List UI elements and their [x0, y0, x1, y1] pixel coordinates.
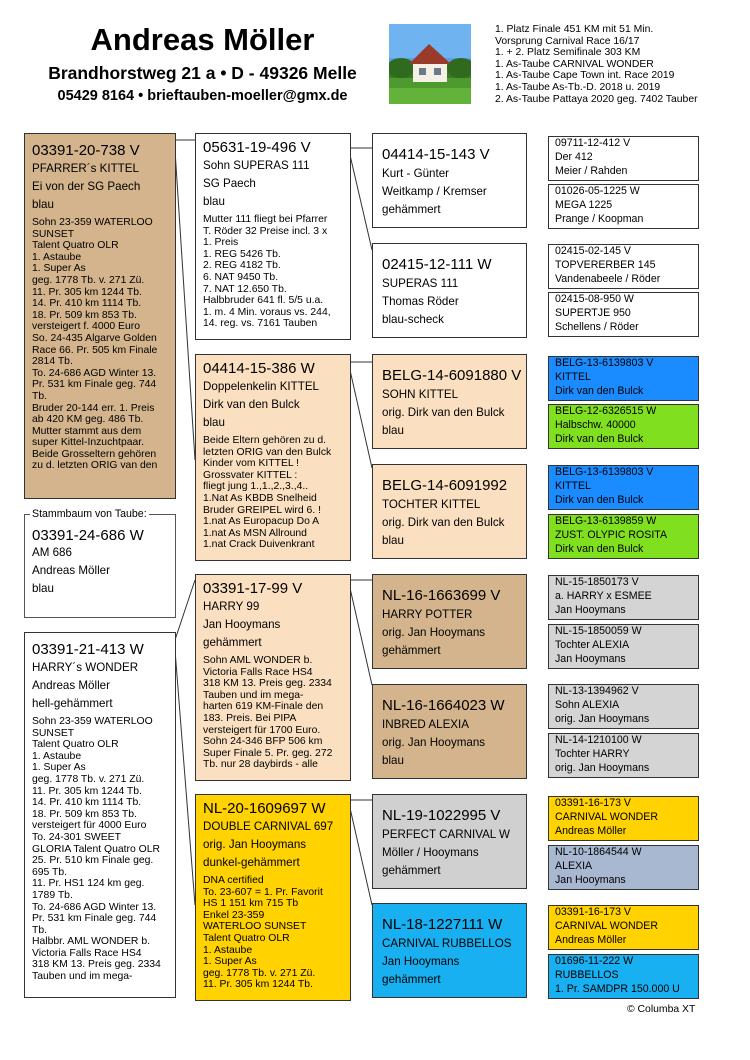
ring-number: NL-20-1609697 W — [203, 800, 326, 817]
grandparent-card[interactable] — [195, 794, 351, 1001]
pigeon-color: gehämmert — [382, 644, 441, 657]
great-grandparent-card[interactable] — [372, 684, 527, 779]
ring-number: BELG-12-6326515 W — [555, 405, 657, 417]
pigeon-name: SUPERAS 111 — [382, 277, 459, 290]
ring-number: 03391-20-738 V — [32, 142, 140, 159]
ring-number: 05631-19-496 V — [203, 139, 311, 156]
ancestor-card[interactable] — [548, 292, 699, 337]
pigeon-color: gehämmert — [203, 636, 262, 649]
ring-number: NL-18-1227111 W — [382, 916, 503, 933]
pigeon-owner: Ei von der SG Paech — [32, 180, 141, 193]
pigeon-owner: Andreas Möller — [555, 825, 627, 837]
pigeon-name: CARNIVAL WONDER — [555, 811, 659, 823]
achievement-item: Vorsprung Carnival Race 16/17 — [495, 35, 640, 47]
pigeon-owner: Meier / Rahden — [555, 165, 628, 177]
pigeon-name: Sohn SUPERAS 111 — [203, 159, 310, 172]
pigeon-color: dunkel-gehämmert — [203, 856, 300, 869]
great-grandparent-card[interactable] — [372, 243, 527, 338]
pigeon-owner: Vandenabeele / Röder — [555, 273, 661, 285]
great-grandparent-card[interactable] — [372, 464, 527, 559]
pigeon-owner: Dirk van den Bulck — [555, 494, 644, 506]
pigeon-name: KITTEL — [555, 480, 591, 492]
breeder-contact: 05429 8164 • brieftauben-moeller@gmx.de — [57, 88, 348, 104]
ring-number: 02415-02-145 V — [555, 245, 631, 257]
pigeon-owner: Dirk van den Bulck — [555, 385, 644, 397]
grandparent-card[interactable] — [195, 354, 351, 561]
pigeon-description: Mutter 111 fliegt bei Pfarrer T. Röder 32 Preise incl. 3 x 1. Preis 1. REG 5426 Tb. 2. REG 4182 Tb. 6. NAT 9450 Tb. 7. NAT 12.650 Tb. Halbbruder 641 fl. 5/5 u.a. 1. m. 4 Min. voraus vs. 244, 14. reg. vs. 7161 Tauben — [203, 214, 331, 330]
pigeon-description: Sohn 23-359 WATERLOO SUNSET Talent Quatro OLR 1. Astaube 1. Super As geg. 1778 Tb. v. 271 Zü. 11. Pr. 305 km 1244 Tb. 14. Pr. 410 km 1114 Tb. 18. Pr. 509 km 853 Tb. versteigert für 4000 Euro To. 24-301 SWEET GLORIA Talent Quatro OLR 25. Pr. 510 km Finale geg. 695 Tb. 11. Pr. HS1 124 km geg. 1789 Tb. To. 24-686 AGD Winter 13. Pr. 531 km Finale geg. 744 Tb. Halbbr. AML WONDER b. Victoria Falls Race HS4 318 KM 13. Preis geg. 2334 Tauben und im mega- — [32, 716, 161, 983]
pigeon-owner: Dirk van den Bulck — [555, 433, 644, 445]
pigeon-color: gehämmert — [382, 973, 441, 986]
pigeon-owner: orig. Jan Hooymans — [555, 713, 650, 725]
achievement-item: 1. As-Taube As-Tb.-D. 2018 u. 2019 — [495, 81, 661, 93]
pigeon-name: ZUST. OLYPIC ROSITA — [555, 529, 668, 541]
pigeon-name: SOHN KITTEL — [382, 388, 459, 401]
ring-number: BELG-13-6139803 V — [555, 466, 654, 478]
pigeon-name: AM 686 — [32, 546, 72, 559]
ring-number: NL-10-1864544 W — [555, 846, 642, 858]
pigeon-name: Halbschw. 40000 — [555, 419, 636, 431]
ring-number: NL-16-1664023 W — [382, 697, 505, 714]
pigeon-name: CARNIVAL WONDER — [555, 920, 659, 932]
pigeon-owner: SG Paech — [203, 177, 256, 190]
pigeon-owner: orig. Jan Hooymans — [555, 762, 650, 774]
pigeon-color: blau — [203, 416, 225, 429]
ring-number: BELG-13-6139859 W — [555, 515, 657, 527]
breeder-name: Andreas Möller — [90, 22, 315, 57]
pigeon-color: blau — [382, 754, 404, 767]
ring-number: NL-19-1022995 V — [382, 807, 501, 824]
pigeon-owner: orig. Jan Hooymans — [382, 736, 486, 749]
ancestor-card[interactable] — [548, 404, 699, 449]
pigeon-name: PERFECT CARNIVAL W — [382, 828, 510, 841]
pigeon-owner: Andreas Möller — [32, 564, 110, 577]
achievement-item: 1. + 2. Platz Semifinale 303 KM — [495, 47, 641, 59]
pigeon-name: HARRY´s WONDER — [32, 661, 139, 674]
ring-number: BELG-14-6091880 V — [382, 367, 522, 384]
pigeon-color: gehämmert — [382, 203, 441, 216]
pigeon-name: a. HARRY x ESMEE — [555, 590, 652, 602]
great-grandparent-card[interactable] — [372, 354, 527, 449]
pigeon-owner: Jan Hooymans — [555, 604, 626, 616]
great-grandparent-card[interactable] — [372, 794, 527, 889]
pigeon-owner: Weitkamp / Kremser — [382, 185, 487, 198]
ring-number: 03391-16-173 V — [555, 797, 631, 809]
ring-number: NL-13-1394962 V — [555, 685, 639, 697]
pigeon-name: INBRED ALEXIA — [382, 718, 469, 731]
ancestor-card[interactable] — [548, 575, 699, 620]
ancestor-card[interactable] — [548, 514, 699, 559]
great-grandparent-card[interactable] — [372, 133, 527, 228]
ring-number: 02415-08-950 W — [555, 293, 634, 305]
pigeon-name: Doppelenkelin KITTEL — [203, 380, 319, 393]
pigeon-color: gehämmert — [382, 864, 441, 877]
pigeon-name: CARNIVAL RUBBELLOS — [382, 937, 512, 950]
pigeon-owner: orig. Jan Hooymans — [203, 838, 307, 851]
achievement-item: 1. Platz Finale 451 KM mit 51 Min. — [495, 24, 654, 35]
ring-number: NL-15-1850173 V — [555, 576, 639, 588]
pigeon-owner: Schellens / Röder — [555, 321, 639, 333]
pigeon-name: DOUBLE CARNIVAL 697 — [203, 820, 334, 833]
copyright-footer: © Columba XT — [627, 1004, 696, 1015]
ancestor-card[interactable] — [548, 136, 699, 181]
pigeon-name: MEGA 1225 — [555, 199, 613, 211]
pigeon-owner: Dirk van den Bulck — [555, 543, 644, 555]
stammbaum-label: Stammbaum von Taube: — [32, 508, 147, 520]
pigeon-name: TOPVERERBER 145 — [555, 259, 656, 271]
pigeon-owner: orig. Dirk van den Bulck — [382, 516, 505, 529]
ring-number: NL-15-1850059 W — [555, 625, 642, 637]
ancestor-card[interactable] — [548, 733, 699, 778]
pigeon-owner: orig. Dirk van den Bulck — [382, 406, 505, 419]
great-grandparent-card[interactable] — [372, 574, 527, 669]
pigeon-description: Sohn 23-359 WATERLOO SUNSET Talent Quatro OLR 1. Astaube 1. Super As geg. 1778 Tb. v. 271 Zü. 11. Pr. 305 km 1244 Tb. 14. Pr. 410 km 1114 Tb. 18. Pr. 509 km 853 Tb. versteigert f. 4000 Euro So. 24-435 Algarve Golden Race 66. Pr. 505 km Finale 2814 Tb. To. 24-686 AGD Winter 13. Pr. 531 km Finale geg. 744 Tb. Bruder 20-144 err. 1. Preis ab 420 KM geg. 486 Tb. Mutter stammt aus dem super Kittel-Inzuchtpaar. Beide Grosseltern gehören zu d. letzten ORIG van den — [32, 217, 158, 472]
ancestor-card[interactable] — [548, 954, 699, 999]
pigeon-name: ALEXIA — [555, 860, 593, 872]
pigeon-name: Kurt - Günter — [382, 167, 450, 180]
pigeon-color: blau — [382, 534, 404, 547]
pigeon-owner: Thomas Röder — [382, 295, 459, 308]
father-card[interactable] — [24, 133, 176, 499]
ancestor-card[interactable] — [548, 905, 699, 950]
ring-number: 03391-24-686 W — [32, 527, 144, 544]
grandparent-card[interactable] — [195, 133, 351, 340]
pigeon-color: blau — [32, 198, 54, 211]
achievement-item: 2. As-Taube Pattaya 2020 geg. 7402 Tauber — [495, 93, 698, 105]
subject-frame — [24, 514, 176, 618]
ancestor-card[interactable] — [548, 624, 699, 669]
pigeon-owner: Dirk van den Bulck — [203, 398, 300, 411]
pigeon-owner: Andreas Möller — [555, 934, 627, 946]
ancestor-card[interactable] — [548, 845, 699, 890]
pigeon-color: blau — [382, 424, 404, 437]
ancestor-card[interactable] — [548, 244, 699, 289]
pigeon-owner: Jan Hooymans — [382, 955, 460, 968]
ring-number: BELG-13-6139803 V — [555, 357, 654, 369]
pigeon-color: hell-gehämmert — [32, 697, 113, 710]
ancestor-card[interactable] — [548, 184, 699, 229]
ring-number: 04414-15-143 V — [382, 146, 490, 163]
ring-number: 01026-05-1225 W — [555, 185, 640, 197]
pigeon-name: RUBBELLOS — [555, 969, 619, 981]
pigeon-name: KITTEL — [555, 371, 591, 383]
ancestor-card[interactable] — [548, 465, 699, 510]
ring-number: 03391-17-99 V — [203, 580, 303, 597]
pigeon-name: HARRY 99 — [203, 600, 260, 613]
pigeon-description: Sohn AML WONDER b. Victoria Falls Race HS4 318 KM 13. Preis geg. 2334 Tauben und im mega- harten 619 KM-Finale den 183. Preis. Bei PIPA versteigert für 1700 Euro. Sohn 24-346 BFP 506 km Super Finale 5. Pr. geg. 272 Tb. nur 28 daybirds - alle — [203, 655, 333, 771]
pigeon-color: blau — [203, 195, 225, 208]
pigeon-owner: Möller / Hooymans — [382, 846, 479, 859]
pigeon-owner: Jan Hooymans — [203, 618, 281, 631]
great-grandparent-card[interactable] — [372, 903, 527, 998]
breeder-address: Brandhorstweg 21 a • D - 49326 Melle — [48, 63, 357, 83]
mother-card[interactable] — [24, 632, 176, 998]
ring-number: BELG-14-6091992 — [382, 477, 508, 494]
pigeon-name: HARRY POTTER — [382, 608, 473, 621]
pigeon-owner: 1. Pr. SAMDPR 150.000 U — [555, 983, 680, 995]
pigeon-description: Beide Eltern gehören zu d. letzten ORIG van den Bulck Kinder vom KITTEL ! Grossvater KITTEL : fliegt jung 1.,1.,2.,3.,4.. 1.Nat As KBDB Snelheid Bruder GREIPEL wird 6. ! 1.nat As Europacup Do A 1.nat As MSN Allround 1.nat Crack Duivenkrant — [203, 435, 332, 551]
pigeon-name: Tochter HARRY — [555, 748, 630, 760]
ring-number: 09711-12-412 V — [555, 137, 631, 149]
ancestor-card[interactable] — [548, 796, 699, 841]
ring-number: 02415-12-111 W — [382, 256, 492, 273]
pigeon-owner: Prange / Koopman — [555, 213, 644, 225]
pigeon-color: blau-scheck — [382, 313, 444, 326]
ring-number: NL-16-1663699 V — [382, 587, 501, 604]
achievement-item: 1. As-Taube CARNIVAL WONDER — [495, 58, 654, 70]
pigeon-name: Sohn ALEXIA — [555, 699, 620, 711]
ring-number: NL-14-1210100 W — [555, 734, 642, 746]
pigeon-name: SUPERTJE 950 — [555, 307, 631, 319]
pigeon-description: DNA certified To. 23-607 = 1. Pr. Favorit HS 1 151 km 715 Tb Enkel 23-359 WATERLOO SUNSET Talent Quatro OLR 1. Astaube 1. Super As geg. 1778 Tb. v. 271 Zü. 11. Pr. 305 km 1244 Tb. — [203, 875, 323, 991]
pigeon-name: Tochter ALEXIA — [555, 639, 630, 651]
ancestor-card[interactable] — [548, 356, 699, 401]
ancestor-card[interactable] — [548, 684, 699, 729]
pigeon-owner: Andreas Möller — [32, 679, 110, 692]
ring-number: 03391-21-413 W — [32, 641, 144, 658]
pigeon-owner: Jan Hooymans — [555, 653, 626, 665]
ring-number: 04414-15-386 W — [203, 360, 315, 377]
pigeon-owner: Jan Hooymans — [555, 874, 626, 886]
pigeon-name: Der 412 — [555, 151, 593, 163]
pigeon-owner: orig. Jan Hooymans — [382, 626, 486, 639]
pigeon-color: blau — [32, 582, 54, 595]
grandparent-card[interactable] — [195, 574, 351, 781]
pigeon-name: TOCHTER KITTEL — [382, 498, 481, 511]
ring-number: 03391-16-173 V — [555, 906, 631, 918]
achievement-item: 1. As-Taube Cape Town int. Race 2019 — [495, 70, 675, 82]
pigeon-name: PFARRER´s KITTEL — [32, 162, 139, 175]
ring-number: 01696-11-222 W — [555, 955, 634, 967]
